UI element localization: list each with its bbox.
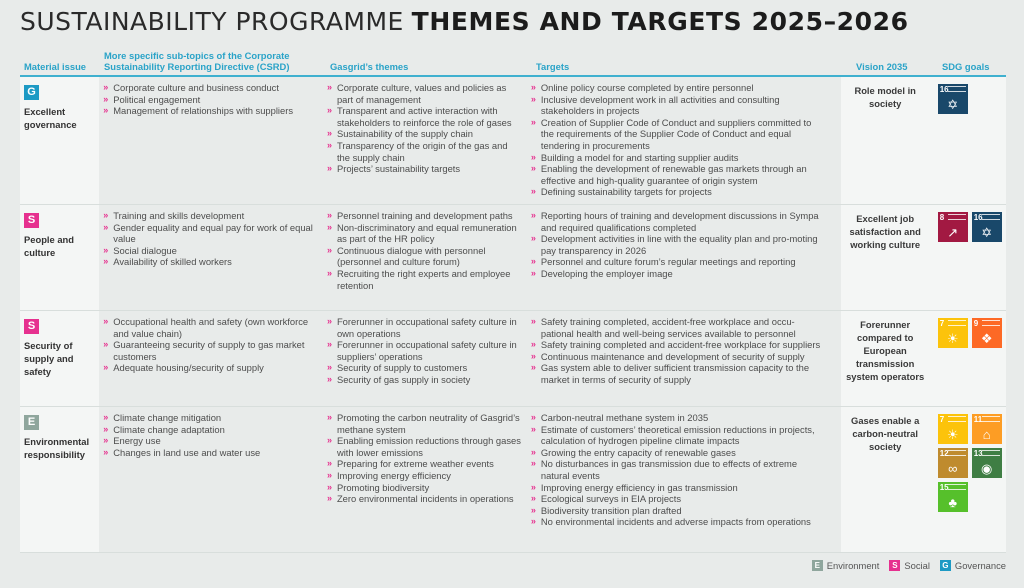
sdg-number: 13 — [973, 449, 983, 458]
list-item: » Security of supply to customers — [327, 362, 523, 374]
header-themes: Gasgrid’s themes — [330, 61, 409, 72]
list-item: » Changes in land use and water use — [103, 447, 319, 459]
sdg-goal-tile — [972, 448, 1002, 478]
list-item: » Gender equality and equal pay for work of equal value — [103, 222, 319, 245]
sdg-title-lines — [948, 320, 966, 326]
legend — [812, 560, 1006, 571]
vision-text: Gases enable a carbon-neutral society — [851, 415, 920, 452]
list-item: » Corporate culture, values and policies as part of management — [327, 82, 523, 105]
material-issue-cell — [20, 311, 99, 406]
list-item: » Political engagement — [103, 94, 319, 106]
list-item: » Biodiversity transition plan drafted — [531, 505, 827, 517]
list-item: » Corporate culture and business conduct — [103, 82, 319, 94]
sdg-goal-tile — [938, 448, 968, 478]
material-issue-label: Excellent governance — [24, 106, 77, 130]
header-material-issue: Material issue — [24, 61, 87, 72]
title-bold: THEMES AND TARGETS 2025–2026 — [411, 7, 909, 36]
material-issue-cell — [20, 205, 99, 310]
targets-cell — [527, 407, 831, 552]
header-sub-topics-line2: Sustainability Reporting Directive (CSRD) — [104, 61, 290, 72]
legend-badge: G — [940, 560, 951, 571]
material-issue-label: Environmental responsibility — [24, 436, 90, 460]
themes-cell-list — [327, 412, 523, 505]
list-item: » Non-discriminatory and equal remuneration as part of the HR policy — [327, 222, 523, 245]
sdg-title-lines — [982, 214, 1000, 220]
sun-icon: ☀ — [946, 331, 959, 346]
targets-cell-list — [531, 210, 827, 280]
table-row — [20, 205, 1006, 311]
header-vision: Vision 2035 — [856, 61, 908, 72]
list-item: » Building a model for and starting supplier audits — [531, 152, 827, 164]
themes-cell — [323, 77, 527, 204]
sdg-cell — [930, 407, 1006, 552]
list-item: » Security of gas supply in society — [327, 374, 523, 386]
list-item: » Inclusive development work in all activities and consulting stakeholders in projects — [531, 94, 827, 117]
targets-cell-list — [531, 82, 827, 198]
list-item: » Recruiting the right experts and employee retention — [327, 268, 523, 291]
themes-cell-list — [327, 82, 523, 175]
category-badge: E — [24, 415, 39, 430]
growth-chart-icon: ↗ — [947, 225, 959, 240]
targets-cell — [527, 311, 831, 406]
list-item: » Promoting biodiversity — [327, 482, 523, 494]
targets-cell — [527, 77, 831, 204]
programme-table — [20, 48, 1006, 553]
themes-cell — [323, 407, 527, 552]
list-item: » Forerunner in occupational safety culture in suppliers’ operations — [327, 339, 523, 362]
list-item: » Gas system able to deliver sufficient transmission capacity to the market in terms of security of supply — [531, 362, 827, 385]
list-item: » Transparency of the origin of the gas and the supply chain — [327, 140, 523, 163]
category-badge: S — [24, 213, 39, 228]
list-item: » Zero environmental incidents in operations — [327, 493, 523, 505]
header-targets: Targets — [536, 61, 570, 72]
sdg-title-lines — [982, 416, 1000, 422]
sun-icon: ☀ — [946, 427, 959, 442]
table-row — [20, 311, 1006, 407]
list-item: » Occupational health and safety (own workforce and value chain) — [103, 316, 319, 339]
list-item: » Safety training completed, accident-free workplace and occu-pational health and well-being services available to personnel — [531, 316, 827, 339]
sdg-grid — [938, 212, 1006, 242]
sub-topics-cell-list — [103, 412, 319, 458]
sdg-goal-tile — [972, 318, 1002, 348]
list-item: » Forerunner in occupational safety culture in own operations — [327, 316, 523, 339]
legend-item — [889, 560, 930, 571]
sdg-title-lines — [948, 416, 966, 422]
legend-label: Environment — [826, 560, 880, 571]
table-header — [20, 48, 1006, 77]
table-row — [20, 77, 1006, 205]
list-item: » Carbon-neutral methane system in 2035 — [531, 412, 827, 424]
vision-text: Forerunner compared to European transmission system operators — [846, 319, 925, 382]
sdg-goal-tile — [938, 318, 968, 348]
themes-cell-list — [327, 210, 523, 291]
legend-item — [940, 560, 1006, 571]
vision-text: Excellent job satisfaction and working culture — [849, 213, 921, 250]
table-body — [20, 77, 1006, 553]
sdg-number: 16 — [973, 213, 983, 222]
targets-cell-list — [531, 316, 827, 386]
sdg-grid — [938, 318, 1006, 348]
list-item: » Continuous dialogue with personnel (personnel and culture forum) — [327, 245, 523, 268]
sdg-number: 9 — [973, 319, 979, 328]
list-item: » Improving energy efficiency in gas transmission — [531, 482, 827, 494]
sdg-cell — [930, 77, 1006, 204]
list-item: » Personnel training and development paths — [327, 210, 523, 222]
city-icon: ⌂ — [982, 427, 991, 442]
material-issue-cell — [20, 407, 99, 552]
list-item: » Enabling emission reductions through gases with lower emissions — [327, 435, 523, 458]
list-item: » Defining sustainability targets for projects — [531, 186, 827, 198]
list-item: » Online policy course completed by entire personnel — [531, 82, 827, 94]
sdg-grid — [938, 414, 1006, 512]
column-gap — [831, 205, 841, 310]
sub-topics-cell-list — [103, 210, 319, 268]
sdg-goal-tile — [972, 212, 1002, 242]
earth-eye-icon: ◉ — [981, 461, 993, 476]
infinity-icon: ∞ — [948, 461, 958, 476]
vision-cell — [841, 205, 930, 310]
sub-topics-cell — [99, 407, 323, 552]
sdg-goal-tile — [938, 212, 968, 242]
sdg-number: 12 — [939, 449, 949, 458]
column-gap — [831, 77, 841, 204]
sdg-cell — [930, 205, 1006, 310]
vision-text: Role model in society — [854, 85, 916, 109]
sdg-title-lines — [948, 214, 966, 220]
sdg-cell — [930, 311, 1006, 406]
legend-badge: S — [889, 560, 900, 571]
sdg-grid — [938, 84, 1006, 114]
sub-topics-cell — [99, 205, 323, 310]
list-item: » Transparent and active interaction with stakeholders to reinforce the role of gases — [327, 105, 523, 128]
list-item: » Developing the employer image — [531, 268, 827, 280]
themes-cell — [323, 311, 527, 406]
list-item: » Training and skills development — [103, 210, 319, 222]
sdg-title-lines — [948, 450, 966, 456]
list-item: » Ecological surveys in EIA projects — [531, 493, 827, 505]
list-item: » Adequate housing/security of supply — [103, 362, 319, 374]
dove-icon: ✡ — [981, 225, 993, 240]
sdg-title-lines — [982, 320, 1000, 326]
sdg-title-lines — [948, 484, 966, 490]
cubes-icon: ❖ — [980, 331, 993, 346]
sub-topics-cell-list — [103, 316, 319, 374]
sub-topics-cell — [99, 77, 323, 204]
header-sdg: SDG goals — [942, 61, 990, 72]
list-item: » Reporting hours of training and development discussions in Sympa and required qualifications completed — [531, 210, 827, 233]
legend-item — [812, 560, 880, 571]
targets-cell-list — [531, 412, 827, 528]
material-issue-label: Security of supply and safety — [24, 340, 74, 377]
list-item: » Safety training completed and accident-free workplace for suppliers — [531, 339, 827, 351]
vision-cell — [841, 407, 930, 552]
sdg-number: 16 — [939, 85, 949, 94]
list-item: » Projects’ sustainability targets — [327, 163, 523, 175]
list-item: » Sustainability of the supply chain — [327, 128, 523, 140]
list-item: » Continuous maintenance and development of security of supply — [531, 351, 827, 363]
category-badge: S — [24, 319, 39, 334]
tree-icon: ♣ — [948, 495, 957, 510]
targets-cell — [527, 205, 831, 310]
header-sub-topics-line1: More specific sub-topics of the Corporate — [104, 50, 290, 61]
legend-label: Social — [904, 560, 930, 571]
category-badge: G — [24, 85, 39, 100]
sdg-goal-tile — [938, 482, 968, 512]
sdg-goal-tile — [938, 84, 968, 114]
list-item: » Climate change mitigation — [103, 412, 319, 424]
list-item: » Improving energy efficiency — [327, 470, 523, 482]
column-gap — [831, 407, 841, 552]
list-item: » Availability of skilled workers — [103, 256, 319, 268]
vision-cell — [841, 77, 930, 204]
sdg-number: 7 — [939, 319, 945, 328]
title-light: SUSTAINABILITY PROGRAMME — [20, 7, 404, 36]
sub-topics-cell — [99, 311, 323, 406]
list-item: » Growing the entry capacity of renewable gases — [531, 447, 827, 459]
list-item: » No disturbances in gas transmission due to effects of extreme natural events — [531, 458, 827, 481]
sdg-number: 8 — [939, 213, 945, 222]
list-item: » Management of relationships with suppliers — [103, 105, 319, 117]
sdg-goal-tile — [972, 414, 1002, 444]
header-sub-topics — [104, 50, 289, 72]
list-item: » Guaranteeing security of supply to gas market customers — [103, 339, 319, 362]
legend-badge: E — [812, 560, 823, 571]
sdg-number: 11 — [973, 415, 983, 424]
list-item: » Promoting the carbon neutrality of Gasgrid’s methane system — [327, 412, 523, 435]
sub-topics-cell-list — [103, 82, 319, 117]
sdg-number: 7 — [939, 415, 945, 424]
page-title — [20, 6, 909, 37]
sdg-title-lines — [982, 450, 1000, 456]
list-item: » Development activities in line with the equality plan and pro-moting pay transparency in 2026 — [531, 233, 827, 256]
list-item: » Climate change adaptation — [103, 424, 319, 436]
list-item: » Enabling the development of renewable gas markets through an effective and high-quality guarantee of origin system — [531, 163, 827, 186]
sdg-number: 15 — [939, 483, 949, 492]
list-item: » Personnel and culture forum’s regular meetings and reporting — [531, 256, 827, 268]
themes-cell — [323, 205, 527, 310]
legend-label: Governance — [954, 560, 1006, 571]
list-item: » No environmental incidents and adverse impacts from operations — [531, 516, 827, 528]
sdg-goal-tile — [938, 414, 968, 444]
table-row — [20, 407, 1006, 553]
list-item: » Estimate of customers’ theoretical emission reductions in projects, calculation of hydrogen pipeline climate impacts — [531, 424, 827, 447]
sdg-title-lines — [948, 86, 966, 92]
list-item: » Preparing for extreme weather events — [327, 458, 523, 470]
list-item: » Creation of Supplier Code of Conduct and suppliers committed to the requirements of the Supplier Code of Conduct and equal tendering in procurements — [531, 117, 827, 152]
dove-icon: ✡ — [947, 97, 959, 112]
vision-cell — [841, 311, 930, 406]
column-gap — [831, 311, 841, 406]
material-issue-label: People and culture — [24, 234, 75, 258]
material-issue-cell — [20, 77, 99, 204]
list-item: » Social dialogue — [103, 245, 319, 257]
list-item: » Energy use — [103, 435, 319, 447]
themes-cell-list — [327, 316, 523, 386]
